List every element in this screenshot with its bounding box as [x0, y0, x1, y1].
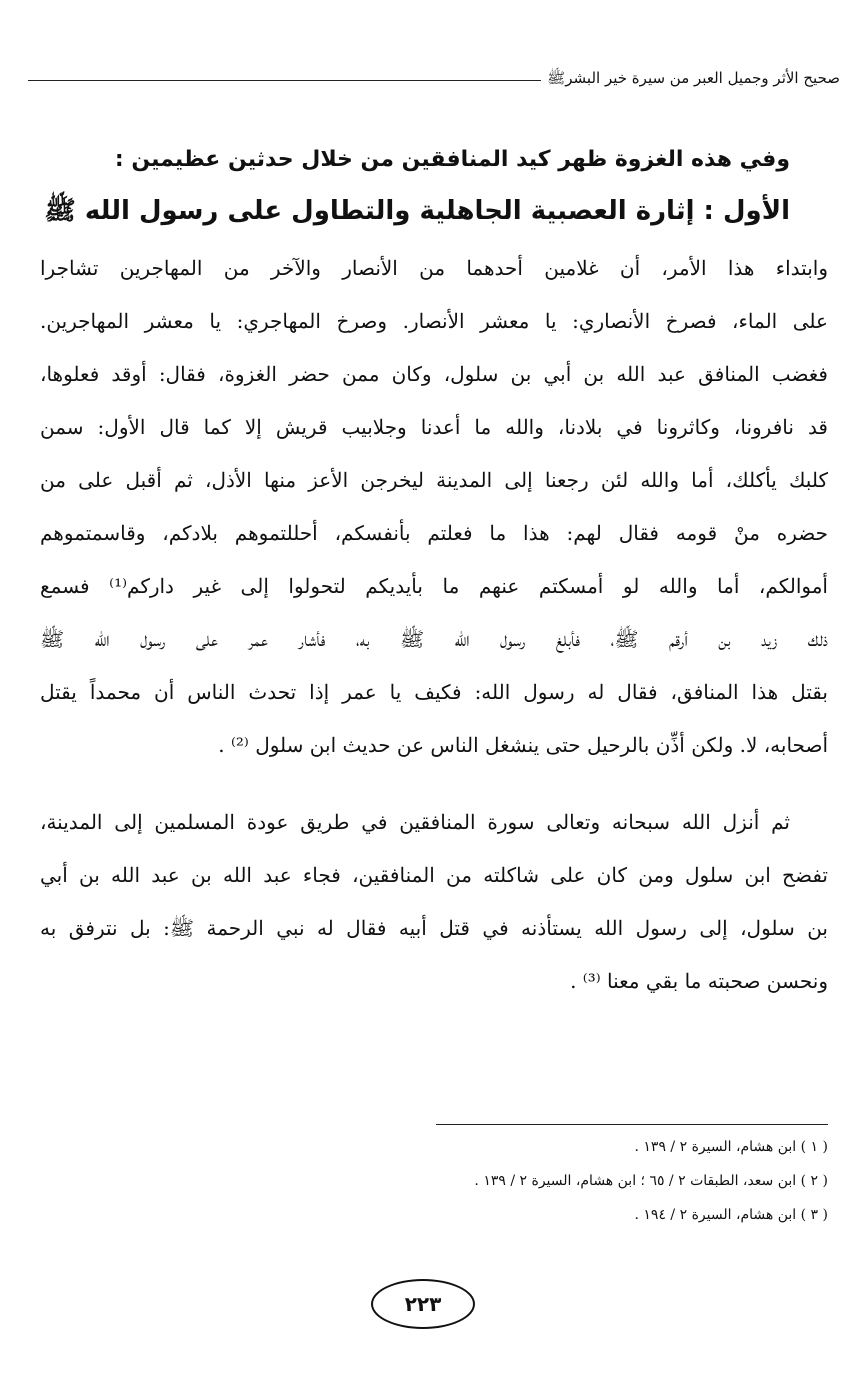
- paragraph-line: كلبك يأكلك، أما والله لئن رجعنا إلى المدينة ليخرجن الأعز منها الأذل، ثم أقبل على من: [40, 468, 828, 492]
- paragraph-1: [40, 242, 828, 772]
- lead-line: وفي هذه الغزوة ظهر كيد المنافقين من خلال حدثين عظيمين :: [114, 147, 790, 172]
- paragraph-2: [40, 796, 828, 1008]
- footnote-2: ( ٢ ) ابن سعد، الطبقات ٢ / ٦٥ ؛ ابن هشام، السيرة ٢ / ١٣٩ .: [474, 1173, 828, 1189]
- paragraph-line: ذلك زيد بن أرقم ﷺ، فأبلغ رسول الله ﷺ به، فأشار عمر على رسول الله ﷺ: [40, 627, 828, 651]
- footnote-1: ( ١ ) ابن هشام، السيرة ٢ / ١٣٩ .: [634, 1139, 828, 1155]
- footnote-separator: [436, 1124, 828, 1125]
- paragraph-line: بقتل هذا المنافق، فقال له رسول الله: فكيف يا عمر إذا تحدث الناس أن محمداً يقتل: [40, 680, 828, 704]
- header-rule: [28, 80, 541, 81]
- running-header-title: صحيح الأثر وجميل العبر من سيرة خير البشرﷺ: [547, 69, 840, 87]
- section-heading: الأول : إثارة العصبية الجاهلية والتطاول على رسول الله ﷺ: [44, 196, 790, 226]
- paragraph-line: وابتداء هذا الأمر، أن غلامين أحدهما من الأنصار والآخر من المهاجرين تشاجرا: [40, 256, 828, 280]
- paragraph-line: بن سلول، إلى رسول الله يستأذنه في قتل أبيه فقال له نبي الرحمة ﷺ: بل نترفق به: [40, 916, 828, 940]
- paragraph-line: أموالكم، أما والله لو أمسكتم عنهم ما بأيديكم لتحولوا إلى غير داركم⁽¹⁾ فسمع: [40, 574, 828, 598]
- paragraph-line: قد نافرونا، وكاثرونا في بلادنا، والله ما أعدنا وجلابيب قريش إلا كما قال الأول: سمن: [40, 415, 828, 439]
- paragraph-line: أصحابه، لا. ولكن أذِّن بالرحيل حتى ينشغل الناس عن حديث ابن سلول ⁽²⁾ .: [218, 733, 828, 757]
- paragraph-line: حضره منْ قومه فقال لهم: هذا ما فعلتم بأنفسكم، أحللتموهم بلادكم، وقاسمتموهم: [40, 521, 828, 545]
- paragraph-line: على الماء، فصرخ الأنصاري: يا معشر الأنصار. وصرخ المهاجري: يا معشر المهاجرين.: [40, 309, 828, 333]
- running-header: [28, 68, 840, 92]
- paragraph-line: فغضب المنافق عبد الله بن أبي بن سلول، وكان ممن حضر الغزوة، فقال: أوقد فعلوها،: [40, 362, 828, 386]
- paragraph-line: ثم أنزل الله سبحانه وتعالى سورة المنافقين في طريق عودة المسلمين إلى المدينة،: [40, 810, 790, 834]
- footnote-3: ( ٣ ) ابن هشام، السيرة ٢ / ١٩٤ .: [634, 1207, 828, 1223]
- page-number: ٢٢٣: [371, 1279, 475, 1329]
- paragraph-line: ونحسن صحبته ما بقي معنا ⁽³⁾ .: [570, 969, 828, 993]
- footnotes: [40, 1130, 828, 1232]
- paragraph-line: تفضح ابن سلول ومن كان على شاكلته من المنافقين، فجاء عبد الله بن عبد الله بن أبي: [40, 863, 828, 887]
